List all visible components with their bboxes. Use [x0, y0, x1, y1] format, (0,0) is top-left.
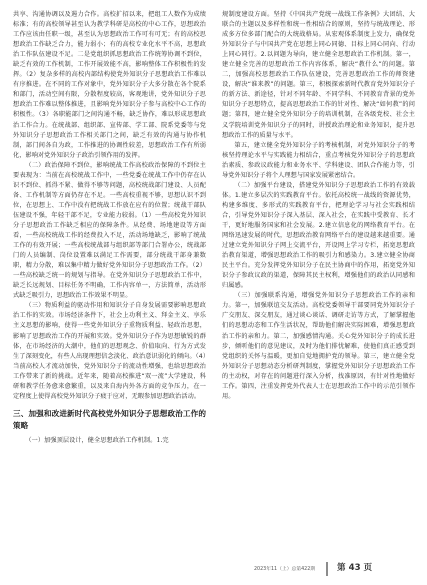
body-paragraph: （二）政治保障不到位，影响统战工作高校政治保障的不到位主要表现为：当前在高校统战工作中，一些党委在统战工作中仍存在认识不到位、抓得不紧、做得不够等问题，高校统战部门建设、人员配备、工作机制等方面仍存在不足。一些高校重视不够，思想认识不到位，在思想上、工作中没有把统战工作放在应有的位置；统战干部队伍建设不强，年轻干部不足，专业能力较弱。（1）一些高校党外知识分子思想政治工作缺乏相应的保障条件。从经费、场地建设等方面看，一些高校统战工作的经费投入不足，活动场地缺乏，影响了统战工作的有效开展；一些高校统战部与组织部等部门合署办公，统战部门的人员编制、岗位设置难以满足工作需要，部分统战干部身兼数职，精力分散，难以集中精力做好党外知识分子思想政治工作。（2）一些高校缺乏统一的规划与指导。在党外知识分子思想政治工作中，缺乏长远规划、目标任务不明确，工作内容单一，方法简单，活动形式缺乏吸引力，思想政治工作效果不明显。: [13, 161, 206, 300]
body-paragraph: （三）加强联系沟通，增强党外知识分子思想政治工作的亲和力。第一，加强联谊交友活动。高校党委领导干部要同党外知识分子广交朋友、深交朋友，通过谈心谈话、调研走访等方式，了解掌握他们的思想动态和工作生活状况，帮助他们解决实际困难，增强思想政治工作的亲和力。第二，加强感情沟通。关心党外知识分子的成长进步，倾听他们的意见建议，及时为他们排忧解难，使他们真正感受到党组织的关怀与温暖，更加自觉地拥护党的领导。第三，建立健全党外知识分子思想动态分析研判制度，掌握党外知识分子思想政治工作的主动权，对存在的问题进行深入分析，找准原因，有针对性地做好工作。第四，注重发挥党外代表人士在思想政治工作中的示范引领作用。: [222, 292, 415, 400]
subsection-heading: （一）加强顶层设计，健全思想政治工作机制。1.完: [25, 436, 169, 444]
issue-info: 2023年11（上）总第422期: [254, 567, 316, 572]
body-paragraph: 规制度建设方面。坚持《中国共产党统一战线工作条例》大团结、大联合的主题以及多样性和统一性相结合的原则，坚持与统战理论、形成多方位多部门配合的大统战格局。从宏观体系制度上发力，确保党外知识分子与中国共产党在思想上同心同德、目标上同心同向、行动上同心同行。2.以问题为导向，建立健全思想政治工作机制。第一，建立健全完善的思想政治工作内容体系，解决“教什么”的问题。第二，加强高校思想政治工作队伍建设，完善思想政治工作的师资建设，解决“谁来教”的问题。第三，积极探索新时代教育党外知识分子的新方法、新途径，针对不同年龄、不同学科、不同教育背景的党外知识分子思想特点，提高思想政治工作的针对性、解决“如何教”的问题；第四，建立健全党外知识分子的培训机制，在各级党校、社会主义学院培训党外知识分子的同时，讲授政治理论和业务知识，提升思想政治工作的质量与水平。: [222, 11, 415, 139]
left-column: [13, 10, 206, 446]
body-paragraph: 共享、沟通协调以及遏力合作。高校扩招以来，把组工人数作为成绩标准；有的高校领导甚至认为教学科研是高校的中心工作，思想政治工作应该由任职一级，甚至认为思想政治工作可有可无；有的高校思想政治工作缺乏合力，能力弱小；有的高校专业化水平不高，思想政治工作队伍建设不足。二是党组织抓思想政治工作统筹协调不到位，缺乏有效的工作机制，工作开展效能不高，影响整体工作积极性的发挥。（2）复杂多样的高校内部结构使党外知识分子思想政治工作难以有序推进。在不同的工作对象中，党外知识分子大多分散在各个院系和部门，活动空间有限，分散程度较高，客观地讲，党外知识分子思想政治工作难以整体推进，且影响党外知识分子参与高校中心工作的积极性。（3）各职能部门之间沟通不畅，缺乏协作，难以形成思想政治工作合力。在统战部、组织部、宣传部、学工部、院系党委等与党外知识分子思想政治工作相关部门之间，缺乏有效的沟通与协作机制，部门间各自为政，工作推进的协调性较差，思想政治工作有所弱化，影响对党外知识分子政治引领作用的发挥。: [13, 11, 206, 159]
page-number: 第 43 页: [337, 563, 373, 573]
page-footer: [0, 559, 427, 581]
right-column: [222, 10, 415, 402]
body-paragraph: （二）加强平台建设，搭建党外知识分子思想政治工作的有效载体。1.建立多层次的实践教育平台。依托高校统一战线的资源优势，构建多维度、多形式的实践教育平台，把理论学习与社会实践相结合，引导党外知识分子深入基层、深入社会，在实践中受教育、长才干，更好地服务国家和社会发展。2.建立信息化的网络教育平台。在网络迅速发展的时代，思想政治教育网络平台的建设越来越重要。通过建立党外知识分子网上交流平台，开设网上学习专栏，拓宽思想政治教育渠道，增强思想政治工作的吸引力和感染力。3.建立健全协商民主平台。充分发挥党外知识分子在民主协商中的作用，拓宽党外知识分子参政议政的渠道，保障其民主权利，增强他们的政治认同感和归属感。: [222, 181, 415, 290]
section-heading: 三、加强和改进新时代高校党外知识分子思想政治工作的策略: [13, 408, 206, 430]
footer-divider: [326, 562, 328, 576]
body-paragraph: （三）物质利益的驱动作用和知识分子自身发展需要影响思想政治工作的实效。市场经济条件下，社会上功利主义、拜金主义、享乐主义思想的影响，使得一些党外知识分子重物质利益、轻政治思想，影响了思想政治工作的开展和实效。党外知识分子作为思想敏锐的群体，在市场经济的大潮中，他们的思想观念、价值取向、行为方式发生了深刻变化，有些人出现理想信念淡化、政治意识弱化的倾向。（4）当前高校人才流动加快，党外知识分子的流动性增强，也给思想政治工作带来了新的挑战。近年来，随着高校推进“双一流”大学建设，科研和教学任务愈来愈繁重，以及来自海内外各方面的竞争压力，在一定程度上使得高校党外知识分子疲于应对，无暇参加思想政治活动。: [13, 302, 206, 400]
body-paragraph: 第五，建立健全党外知识分子的考核机制，对党外知识分子的考核坚持理论水平与实践能力相结合，重点考核党外知识分子的思想政治素质、参政议政能力和业务水平、学科建设、团队合作能力等，引导党外知识分子将个人理想与国家发展紧密结合。: [222, 141, 415, 179]
